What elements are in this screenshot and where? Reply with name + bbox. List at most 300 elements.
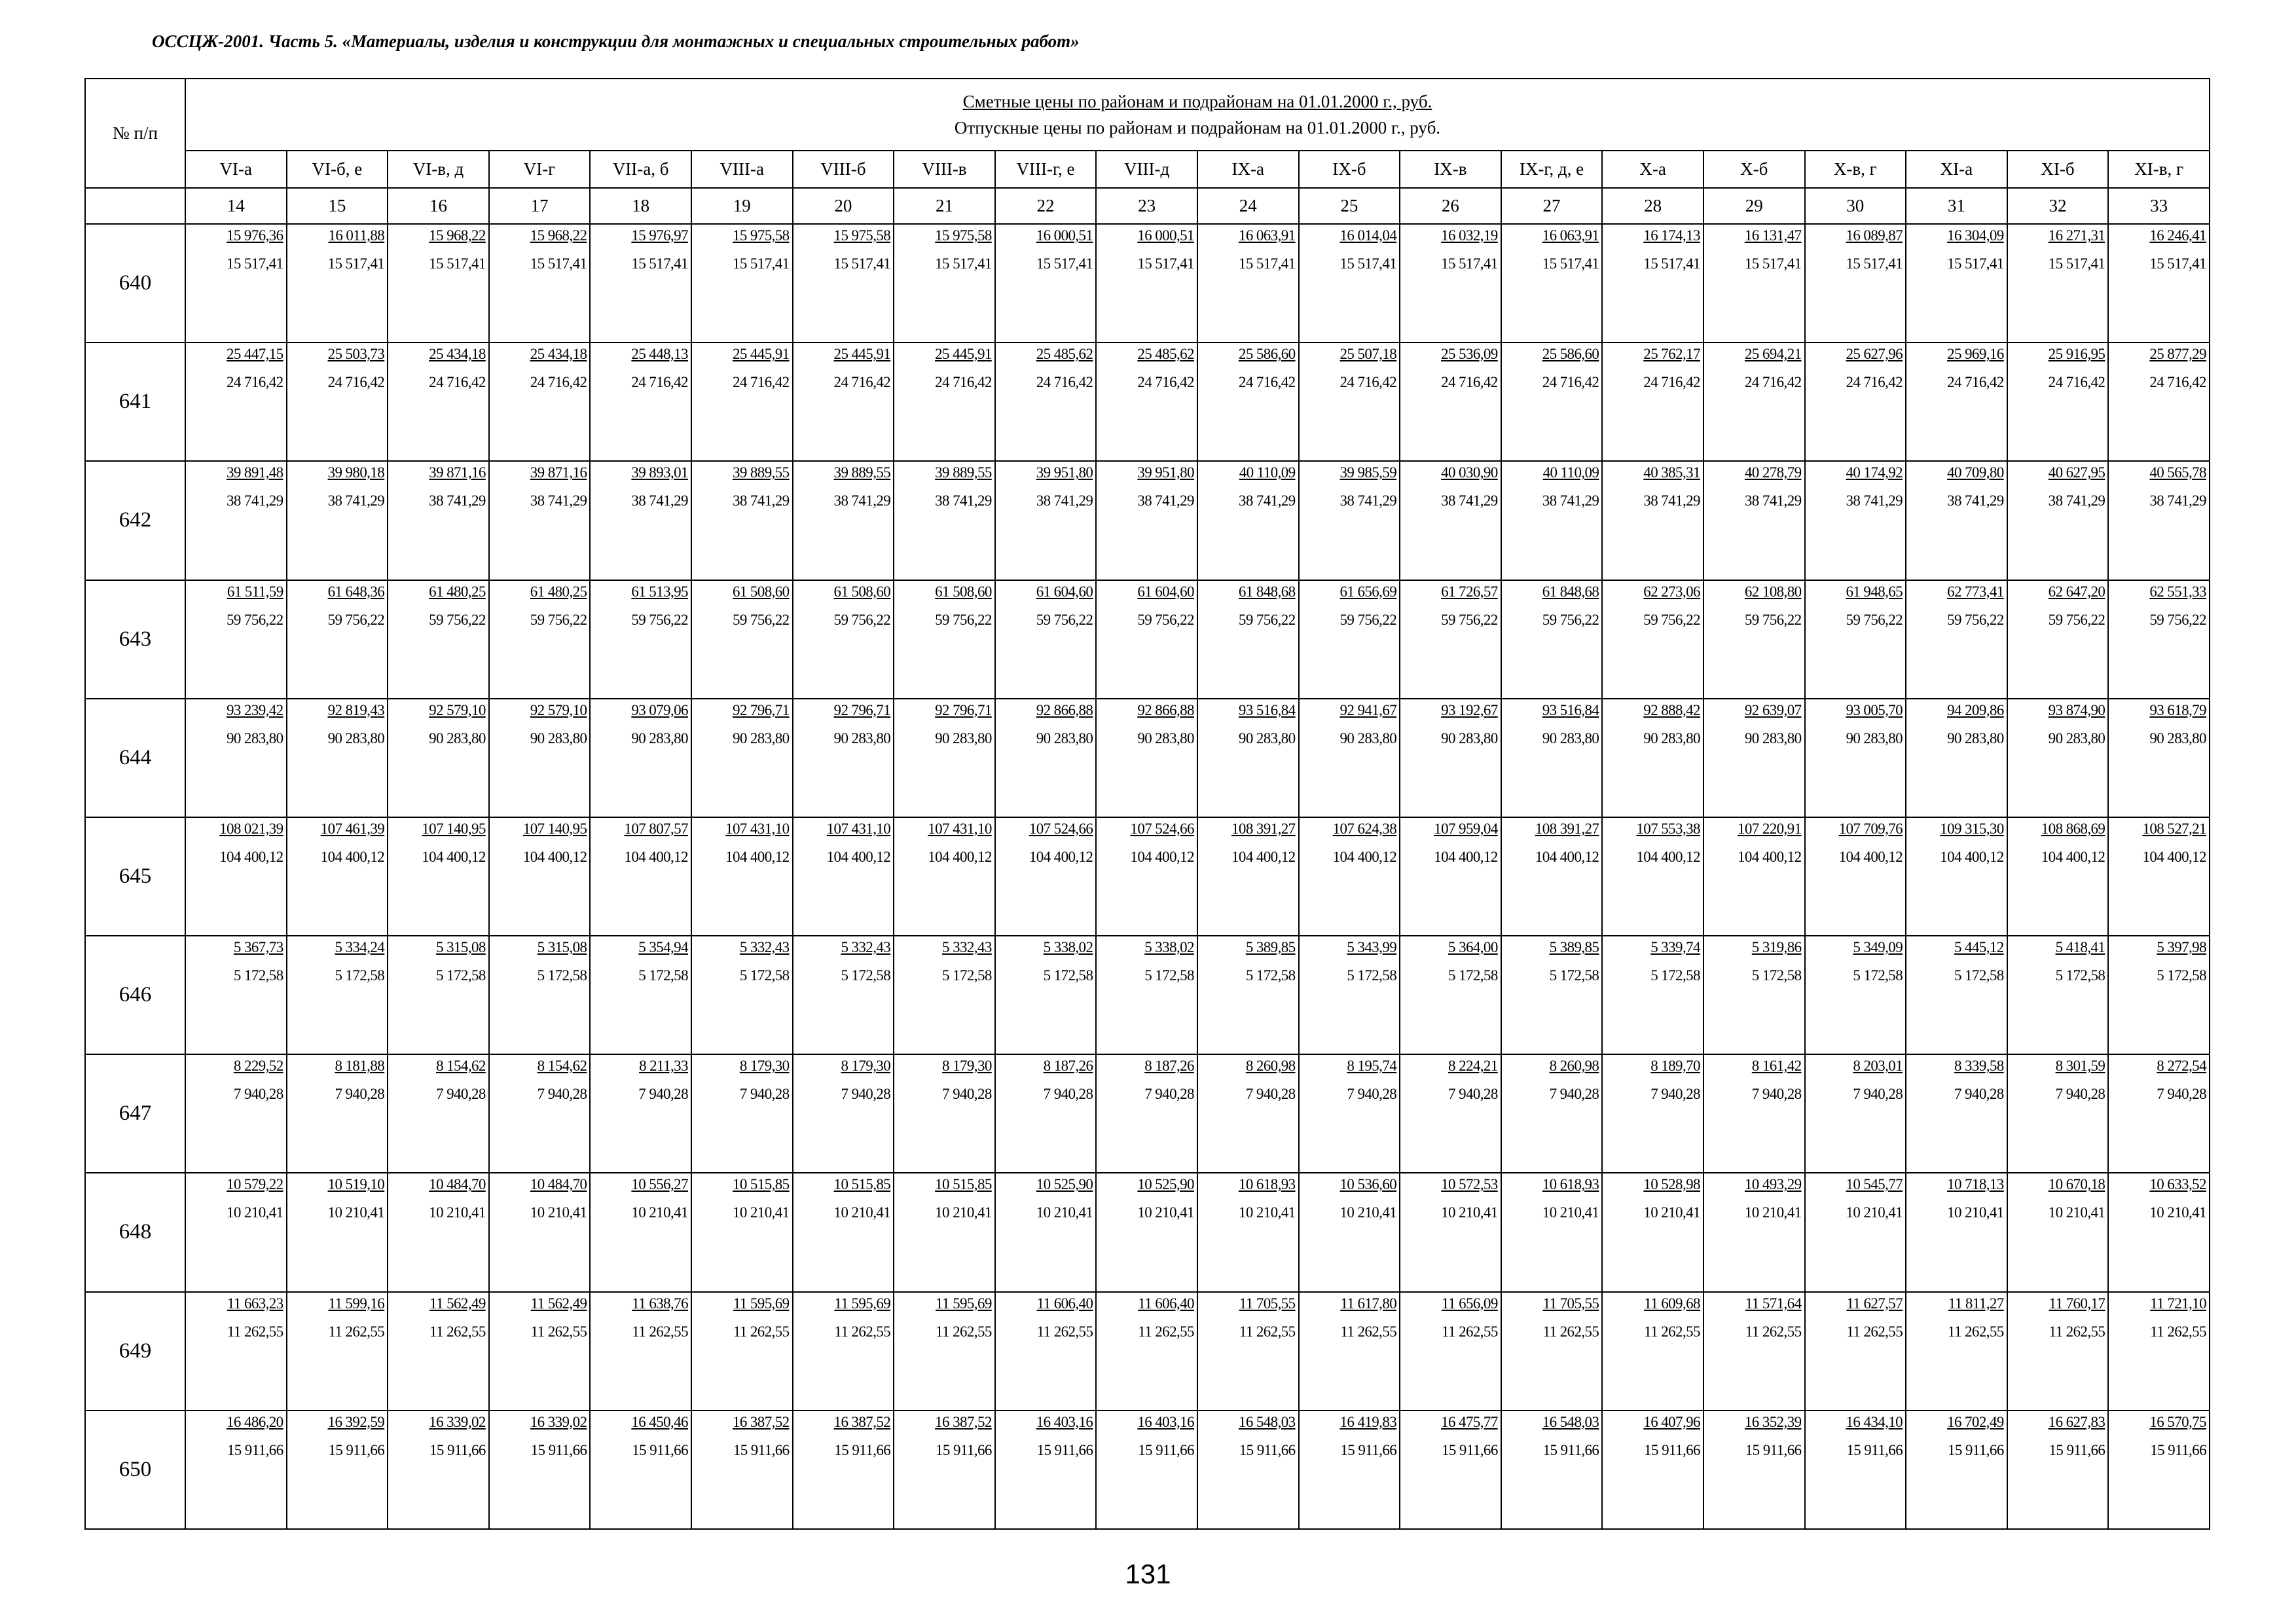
- wholesale-price: 7 940,28: [1245, 1086, 1296, 1103]
- price-cell: [1197, 699, 1299, 817]
- estimated-price: 10 536,60: [1339, 1176, 1397, 1193]
- estimated-price: 16 339,02: [429, 1413, 486, 1430]
- region-header: VIII-г, е: [995, 151, 1097, 188]
- wholesale-price: 5 172,58: [1549, 967, 1599, 984]
- price-cell: [590, 1411, 691, 1529]
- price-cell: [1906, 224, 2007, 342]
- row-number: 641: [85, 342, 185, 461]
- wholesale-price: 11 262,55: [2049, 1323, 2105, 1340]
- wholesale-price: 15 517,41: [1744, 255, 1802, 272]
- wholesale-price: 104 400,12: [624, 848, 688, 865]
- price-cell: [1704, 1411, 1805, 1529]
- estimated-price: 25 485,62: [1137, 346, 1194, 363]
- price-cell: [2108, 342, 2210, 461]
- wholesale-price: 10 210,41: [1441, 1204, 1498, 1221]
- row-number: 650: [85, 1411, 185, 1529]
- wholesale-price: 104 400,12: [1434, 848, 1498, 865]
- price-cell: [388, 461, 489, 580]
- price-cell: [590, 936, 691, 1054]
- estimated-price: 107 431,10: [725, 820, 790, 837]
- estimated-price: 5 349,09: [1853, 939, 1903, 956]
- estimated-price: 16 014,04: [1339, 227, 1397, 244]
- price-cell: [1602, 224, 1704, 342]
- price-cell: [1096, 1411, 1197, 1529]
- estimated-price: 16 548,03: [1238, 1413, 1296, 1430]
- table-row: [85, 224, 2210, 342]
- price-cell: [2108, 817, 2210, 936]
- estimated-price: 5 339,74: [1650, 939, 1700, 956]
- estimated-price: 61 604,60: [1137, 583, 1194, 600]
- wholesale-price: 15 911,66: [1846, 1441, 1903, 1458]
- price-cell: [793, 817, 894, 936]
- wholesale-price: 7 940,28: [233, 1086, 283, 1103]
- estimated-price: 92 796,71: [732, 701, 790, 718]
- wholesale-price: 7 940,28: [638, 1086, 688, 1103]
- price-cell: [1096, 580, 1197, 699]
- estimated-price: 39 889,55: [732, 464, 790, 481]
- wholesale-price: 7 940,28: [739, 1086, 790, 1103]
- estimated-price: 10 493,29: [1744, 1176, 1802, 1193]
- wholesale-price: 5 172,58: [1144, 967, 1194, 984]
- estimated-price: 93 239,42: [226, 701, 283, 718]
- column-number-blank: [85, 188, 185, 224]
- region-header: VI-г: [489, 151, 591, 188]
- wholesale-price: 90 283,80: [1339, 729, 1397, 747]
- price-cell: [1602, 1054, 1704, 1173]
- price-cell: [2007, 1411, 2109, 1529]
- estimated-price: 108 391,27: [1535, 820, 1599, 837]
- region-header: IX-а: [1197, 151, 1299, 188]
- price-cell: [1704, 342, 1805, 461]
- page-number: 131: [1125, 1559, 1171, 1589]
- price-cell: [1400, 936, 1501, 1054]
- estimated-price: 16 392,59: [327, 1413, 385, 1430]
- wholesale-price: 15 911,66: [834, 1441, 891, 1458]
- wholesale-price: 11 262,55: [1036, 1323, 1093, 1340]
- region-header: XI-а: [1906, 151, 2007, 188]
- wholesale-price: 38 741,29: [1339, 492, 1397, 509]
- table-row: [85, 580, 2210, 699]
- wholesale-price: 24 716,42: [732, 374, 790, 391]
- estimated-price: 5 315,08: [537, 939, 587, 956]
- price-cell: [185, 1292, 287, 1411]
- table-row: [85, 342, 2210, 461]
- estimated-price: 11 705,55: [1542, 1295, 1599, 1312]
- estimated-price: 10 618,93: [1542, 1176, 1599, 1193]
- wholesale-price: 59 756,22: [226, 611, 283, 628]
- wholesale-price: 7 940,28: [841, 1086, 891, 1103]
- estimated-price: 10 579,22: [226, 1176, 283, 1193]
- price-cell: [1299, 817, 1400, 936]
- price-cell: [1805, 936, 1906, 1054]
- wholesale-price: 11 262,55: [530, 1323, 587, 1340]
- price-cell: [793, 936, 894, 1054]
- estimated-price: 40 030,90: [1441, 464, 1498, 481]
- price-cell: [1400, 1054, 1501, 1173]
- price-cell: [185, 817, 287, 936]
- column-number: 24: [1197, 188, 1299, 224]
- price-cell: [489, 580, 591, 699]
- price-cell: [1602, 699, 1704, 817]
- wholesale-price: 90 283,80: [1441, 729, 1498, 747]
- price-cell: [691, 461, 793, 580]
- estimated-price: 10 484,70: [429, 1176, 486, 1193]
- estimated-price: 94 209,86: [1947, 701, 2004, 718]
- estimated-price: 25 434,18: [530, 346, 587, 363]
- estimated-price: 40 174,92: [1846, 464, 1903, 481]
- estimated-price: 25 503,73: [327, 346, 385, 363]
- price-cell: [590, 580, 691, 699]
- wholesale-price: 15 517,41: [1441, 255, 1498, 272]
- price-cell: [2007, 1173, 2109, 1291]
- estimated-price: 11 811,27: [1948, 1295, 2004, 1312]
- estimated-price: 25 536,09: [1441, 346, 1498, 363]
- estimated-price: 8 187,26: [1043, 1058, 1093, 1075]
- estimated-price: 16 627,83: [2048, 1413, 2105, 1430]
- price-cell: [388, 224, 489, 342]
- wholesale-price: 38 741,29: [530, 492, 587, 509]
- price-cell: [1197, 1054, 1299, 1173]
- wholesale-price: 11 262,55: [429, 1323, 486, 1340]
- estimated-price: 5 397,98: [2157, 939, 2206, 956]
- price-cell: [185, 342, 287, 461]
- estimated-price: 40 110,09: [1542, 464, 1599, 481]
- wholesale-price: 10 210,41: [1137, 1204, 1194, 1221]
- estimated-price: 11 609,68: [1644, 1295, 1700, 1312]
- wholesale-price: 59 756,22: [1643, 611, 1700, 628]
- estimated-price: 5 418,41: [2055, 939, 2105, 956]
- price-cell: [1906, 1054, 2007, 1173]
- price-cell: [388, 817, 489, 936]
- wholesale-price: 38 741,29: [631, 492, 688, 509]
- price-cell: [489, 1054, 591, 1173]
- price-cell: [691, 1411, 793, 1529]
- price-cell: [388, 1173, 489, 1291]
- estimated-price: 108 021,39: [219, 820, 283, 837]
- price-cell: [1299, 342, 1400, 461]
- price-cell: [489, 699, 591, 817]
- price-cell: [287, 936, 388, 1054]
- price-cell: [388, 342, 489, 461]
- price-cell: [1197, 342, 1299, 461]
- price-cell: [1704, 817, 1805, 936]
- wholesale-price: 15 911,66: [632, 1441, 688, 1458]
- wholesale-price: 7 940,28: [1549, 1086, 1599, 1103]
- estimated-price: 10 633,52: [2149, 1176, 2206, 1193]
- price-cell: [1704, 1292, 1805, 1411]
- wholesale-price: 11 262,55: [328, 1323, 385, 1340]
- price-cell: [590, 342, 691, 461]
- wholesale-price: 104 400,12: [928, 848, 992, 865]
- estimated-price: 92 796,71: [935, 701, 992, 718]
- price-cell: [1197, 1411, 1299, 1529]
- estimated-price: 5 389,85: [1245, 939, 1296, 956]
- wholesale-price: 15 911,66: [1745, 1441, 1802, 1458]
- column-number: 15: [287, 188, 388, 224]
- estimated-price: 5 332,43: [942, 939, 992, 956]
- wholesale-price: 5 172,58: [537, 967, 587, 984]
- estimated-price: 93 192,67: [1441, 701, 1498, 718]
- document-title: ОССЦЖ-2001. Часть 5. «Материалы, изделия и конструкции для монтажных и специальных строительных работ»: [152, 31, 1080, 51]
- table-row: [85, 699, 2210, 817]
- estimated-price: 107 553,38: [1636, 820, 1700, 837]
- estimated-price: 11 627,57: [1846, 1295, 1903, 1312]
- price-cell: [1501, 1054, 1603, 1173]
- table-row: [85, 1292, 2210, 1411]
- estimated-price: 25 586,60: [1238, 346, 1296, 363]
- price-cell: [2007, 936, 2109, 1054]
- estimated-price: 107 959,04: [1434, 820, 1498, 837]
- estimated-price: 16 486,20: [226, 1413, 283, 1430]
- price-cell: [590, 224, 691, 342]
- table-row: [85, 936, 2210, 1054]
- price-cell: [1096, 936, 1197, 1054]
- wholesale-price: 15 517,41: [732, 255, 790, 272]
- wholesale-price: 59 756,22: [530, 611, 587, 628]
- estimated-price: 10 515,85: [732, 1176, 790, 1193]
- price-cell: [2007, 580, 2109, 699]
- column-number: 25: [1299, 188, 1400, 224]
- wholesale-price: 59 756,22: [1542, 611, 1599, 628]
- wholesale-price: 24 716,42: [1643, 374, 1700, 391]
- wholesale-price: 5 172,58: [1954, 967, 2004, 984]
- price-cell: [1096, 699, 1197, 817]
- price-cell: [894, 699, 995, 817]
- wholesale-price: 5 172,58: [739, 967, 790, 984]
- price-cell: [185, 699, 287, 817]
- estimated-price: 5 367,73: [233, 939, 283, 956]
- wholesale-price: 104 400,12: [320, 848, 385, 865]
- price-cell: [2108, 699, 2210, 817]
- wholesale-price: 38 741,29: [1542, 492, 1599, 509]
- price-cell: [995, 1054, 1097, 1173]
- estimated-price: 62 551,33: [2149, 583, 2206, 600]
- price-cell: [1096, 1173, 1197, 1291]
- wholesale-price: 59 756,22: [1137, 611, 1194, 628]
- estimated-price: 39 891,48: [226, 464, 283, 481]
- price-cell: [185, 461, 287, 580]
- wholesale-price: 10 210,41: [2149, 1204, 2206, 1221]
- price-cell: [691, 699, 793, 817]
- wholesale-price: 104 400,12: [1332, 848, 1397, 865]
- price-cell: [1299, 1173, 1400, 1291]
- estimated-price: 8 179,30: [739, 1058, 790, 1075]
- wholesale-price: 38 741,29: [2048, 492, 2105, 509]
- estimated-price: 11 599,16: [328, 1295, 385, 1312]
- estimated-price: 107 140,95: [522, 820, 587, 837]
- estimated-price: 10 528,98: [1643, 1176, 1700, 1193]
- column-number: 28: [1602, 188, 1704, 224]
- price-cell: [1501, 1173, 1603, 1291]
- price-cell: [691, 1054, 793, 1173]
- estimated-price: 5 315,08: [436, 939, 486, 956]
- price-cell: [185, 224, 287, 342]
- estimated-price: 5 319,86: [1751, 939, 1802, 956]
- estimated-price: 25 627,96: [1846, 346, 1903, 363]
- price-cell: [1805, 461, 1906, 580]
- estimated-price: 62 647,20: [2048, 583, 2105, 600]
- price-cell: [1400, 817, 1501, 936]
- table-row: [85, 817, 2210, 936]
- estimated-price: 61 511,59: [227, 583, 283, 600]
- wholesale-price: 104 400,12: [1029, 848, 1093, 865]
- wholesale-price: 11 262,55: [2150, 1323, 2206, 1340]
- price-cell: [793, 461, 894, 580]
- price-cell: [1400, 224, 1501, 342]
- price-cell: [1906, 699, 2007, 817]
- region-header: IX-в: [1400, 151, 1501, 188]
- wholesale-price: 24 716,42: [1441, 374, 1498, 391]
- price-cell: [2108, 580, 2210, 699]
- wholesale-price: 24 716,42: [1238, 374, 1296, 391]
- region-header: VIII-б: [793, 151, 894, 188]
- estimated-price: 93 618,79: [2149, 701, 2206, 718]
- estimated-price: 16 450,46: [631, 1413, 688, 1430]
- estimated-price: 16 032,19: [1441, 227, 1498, 244]
- estimated-price: 61 948,65: [1846, 583, 1903, 600]
- price-cell: [489, 342, 591, 461]
- wholesale-price: 24 716,42: [1744, 374, 1802, 391]
- estimated-price: 92 796,71: [833, 701, 891, 718]
- estimated-price: 107 807,57: [624, 820, 688, 837]
- price-cell: [995, 1292, 1097, 1411]
- estimated-price: 8 272,54: [2157, 1058, 2206, 1075]
- price-cell: [1400, 461, 1501, 580]
- estimated-price: 107 220,91: [1737, 820, 1802, 837]
- price-cell: [1400, 699, 1501, 817]
- price-cell: [894, 936, 995, 1054]
- wholesale-price: 7 940,28: [335, 1086, 385, 1103]
- wholesale-price: 10 210,41: [530, 1204, 587, 1221]
- wholesale-price: 15 911,66: [733, 1441, 790, 1458]
- estimated-price: 16 011,88: [328, 227, 385, 244]
- price-cell: [995, 1173, 1097, 1291]
- estimated-price: 61 604,60: [1036, 583, 1093, 600]
- price-cell: [1602, 1411, 1704, 1529]
- price-cell: [691, 224, 793, 342]
- price-cell: [1096, 342, 1197, 461]
- wholesale-price: 11 262,55: [1644, 1323, 1700, 1340]
- estimated-price: 39 985,59: [1339, 464, 1397, 481]
- row-number: 646: [85, 936, 185, 1054]
- price-cell: [1400, 1411, 1501, 1529]
- estimated-price: 11 562,49: [429, 1295, 486, 1312]
- price-cell: [894, 342, 995, 461]
- estimated-price: 61 480,25: [429, 583, 486, 600]
- estimated-price: 109 315,30: [1940, 820, 2004, 837]
- wholesale-price: 90 283,80: [429, 729, 486, 747]
- wholesale-price: 15 517,41: [1947, 255, 2004, 272]
- estimated-price: 8 179,30: [841, 1058, 891, 1075]
- price-cell: [1805, 1054, 1906, 1173]
- estimated-price: 10 515,85: [833, 1176, 891, 1193]
- estimated-price: 16 387,52: [833, 1413, 891, 1430]
- region-header: VIII-а: [691, 151, 793, 188]
- price-cell: [1501, 817, 1603, 936]
- estimated-price: 61 508,60: [833, 583, 891, 600]
- price-cell: [1704, 461, 1805, 580]
- wholesale-price: 5 172,58: [2157, 967, 2206, 984]
- estimated-price: 11 595,69: [834, 1295, 891, 1312]
- wholesale-price: 11 262,55: [1239, 1323, 1296, 1340]
- price-cell: [388, 936, 489, 1054]
- wholesale-price: 15 911,66: [2150, 1441, 2206, 1458]
- price-cell: [388, 1411, 489, 1529]
- wholesale-price: 59 756,22: [2048, 611, 2105, 628]
- price-cell: [1096, 817, 1197, 936]
- wholesale-price: 5 172,58: [1448, 967, 1498, 984]
- wholesale-price: 38 741,29: [429, 492, 486, 509]
- estimated-price: 5 445,12: [1954, 939, 2004, 956]
- region-header: VI-в, д: [388, 151, 489, 188]
- wholesale-price: 5 172,58: [233, 967, 283, 984]
- estimated-prices-title: Сметные цены по районам и подрайонам на 01.01.2000 г., руб.: [962, 92, 1432, 111]
- price-cell: [1299, 1411, 1400, 1529]
- estimated-price: 16 000,51: [1036, 227, 1093, 244]
- price-cell: [388, 580, 489, 699]
- wholesale-price: 90 283,80: [327, 729, 385, 747]
- price-cell: [1096, 461, 1197, 580]
- wholesale-price: 5 172,58: [942, 967, 992, 984]
- estimated-price: 8 339,58: [1954, 1058, 2004, 1075]
- wholesale-price: 59 756,22: [1036, 611, 1093, 628]
- estimated-price: 92 819,43: [327, 701, 385, 718]
- estimated-price: 108 868,69: [2041, 820, 2105, 837]
- wholesale-price: 10 210,41: [1238, 1204, 1296, 1221]
- estimated-price: 15 976,97: [631, 227, 688, 244]
- estimated-price: 25 916,95: [2048, 346, 2105, 363]
- wholesale-price: 15 517,41: [530, 255, 587, 272]
- estimated-price: 5 364,00: [1448, 939, 1498, 956]
- column-number: 23: [1096, 188, 1197, 224]
- price-cell: [1906, 1292, 2007, 1411]
- estimated-price: 11 617,80: [1340, 1295, 1397, 1312]
- price-cell: [793, 580, 894, 699]
- wholesale-price: 15 517,41: [1137, 255, 1194, 272]
- wholesale-price: 10 210,41: [1339, 1204, 1397, 1221]
- estimated-price: 93 079,06: [631, 701, 688, 718]
- price-cell: [590, 699, 691, 817]
- price-cell: [1602, 817, 1704, 936]
- wholesale-price: 104 400,12: [1231, 848, 1296, 865]
- price-cell: [287, 817, 388, 936]
- price-cell: [388, 1292, 489, 1411]
- wholesale-price: 5 172,58: [1650, 967, 1700, 984]
- estimated-price: 93 874,90: [2048, 701, 2105, 718]
- wholesale-price: 7 940,28: [1347, 1086, 1397, 1103]
- estimated-price: 92 888,42: [1643, 701, 1700, 718]
- price-cell: [995, 461, 1097, 580]
- wholesale-price: 15 911,66: [227, 1441, 283, 1458]
- estimated-price: 11 760,17: [2049, 1295, 2105, 1312]
- estimated-price: 16 407,96: [1643, 1413, 1700, 1430]
- wholesale-price: 24 716,42: [1036, 374, 1093, 391]
- estimated-price: 11 721,10: [2150, 1295, 2206, 1312]
- wholesale-price: 90 283,80: [1238, 729, 1296, 747]
- price-cell: [2007, 224, 2109, 342]
- wholesale-price: 24 716,42: [1339, 374, 1397, 391]
- wholesale-price: 90 283,80: [1643, 729, 1700, 747]
- estimated-price: 61 648,36: [327, 583, 385, 600]
- estimated-price: 8 203,01: [1853, 1058, 1903, 1075]
- estimated-price: 10 525,90: [1137, 1176, 1194, 1193]
- estimated-price: 10 718,13: [1947, 1176, 2004, 1193]
- estimated-price: 107 431,10: [826, 820, 891, 837]
- estimated-price: 25 507,18: [1339, 346, 1397, 363]
- wholesale-price: 104 400,12: [826, 848, 891, 865]
- estimated-price: 16 352,39: [1744, 1413, 1802, 1430]
- wholesale-price: 15 517,41: [226, 255, 283, 272]
